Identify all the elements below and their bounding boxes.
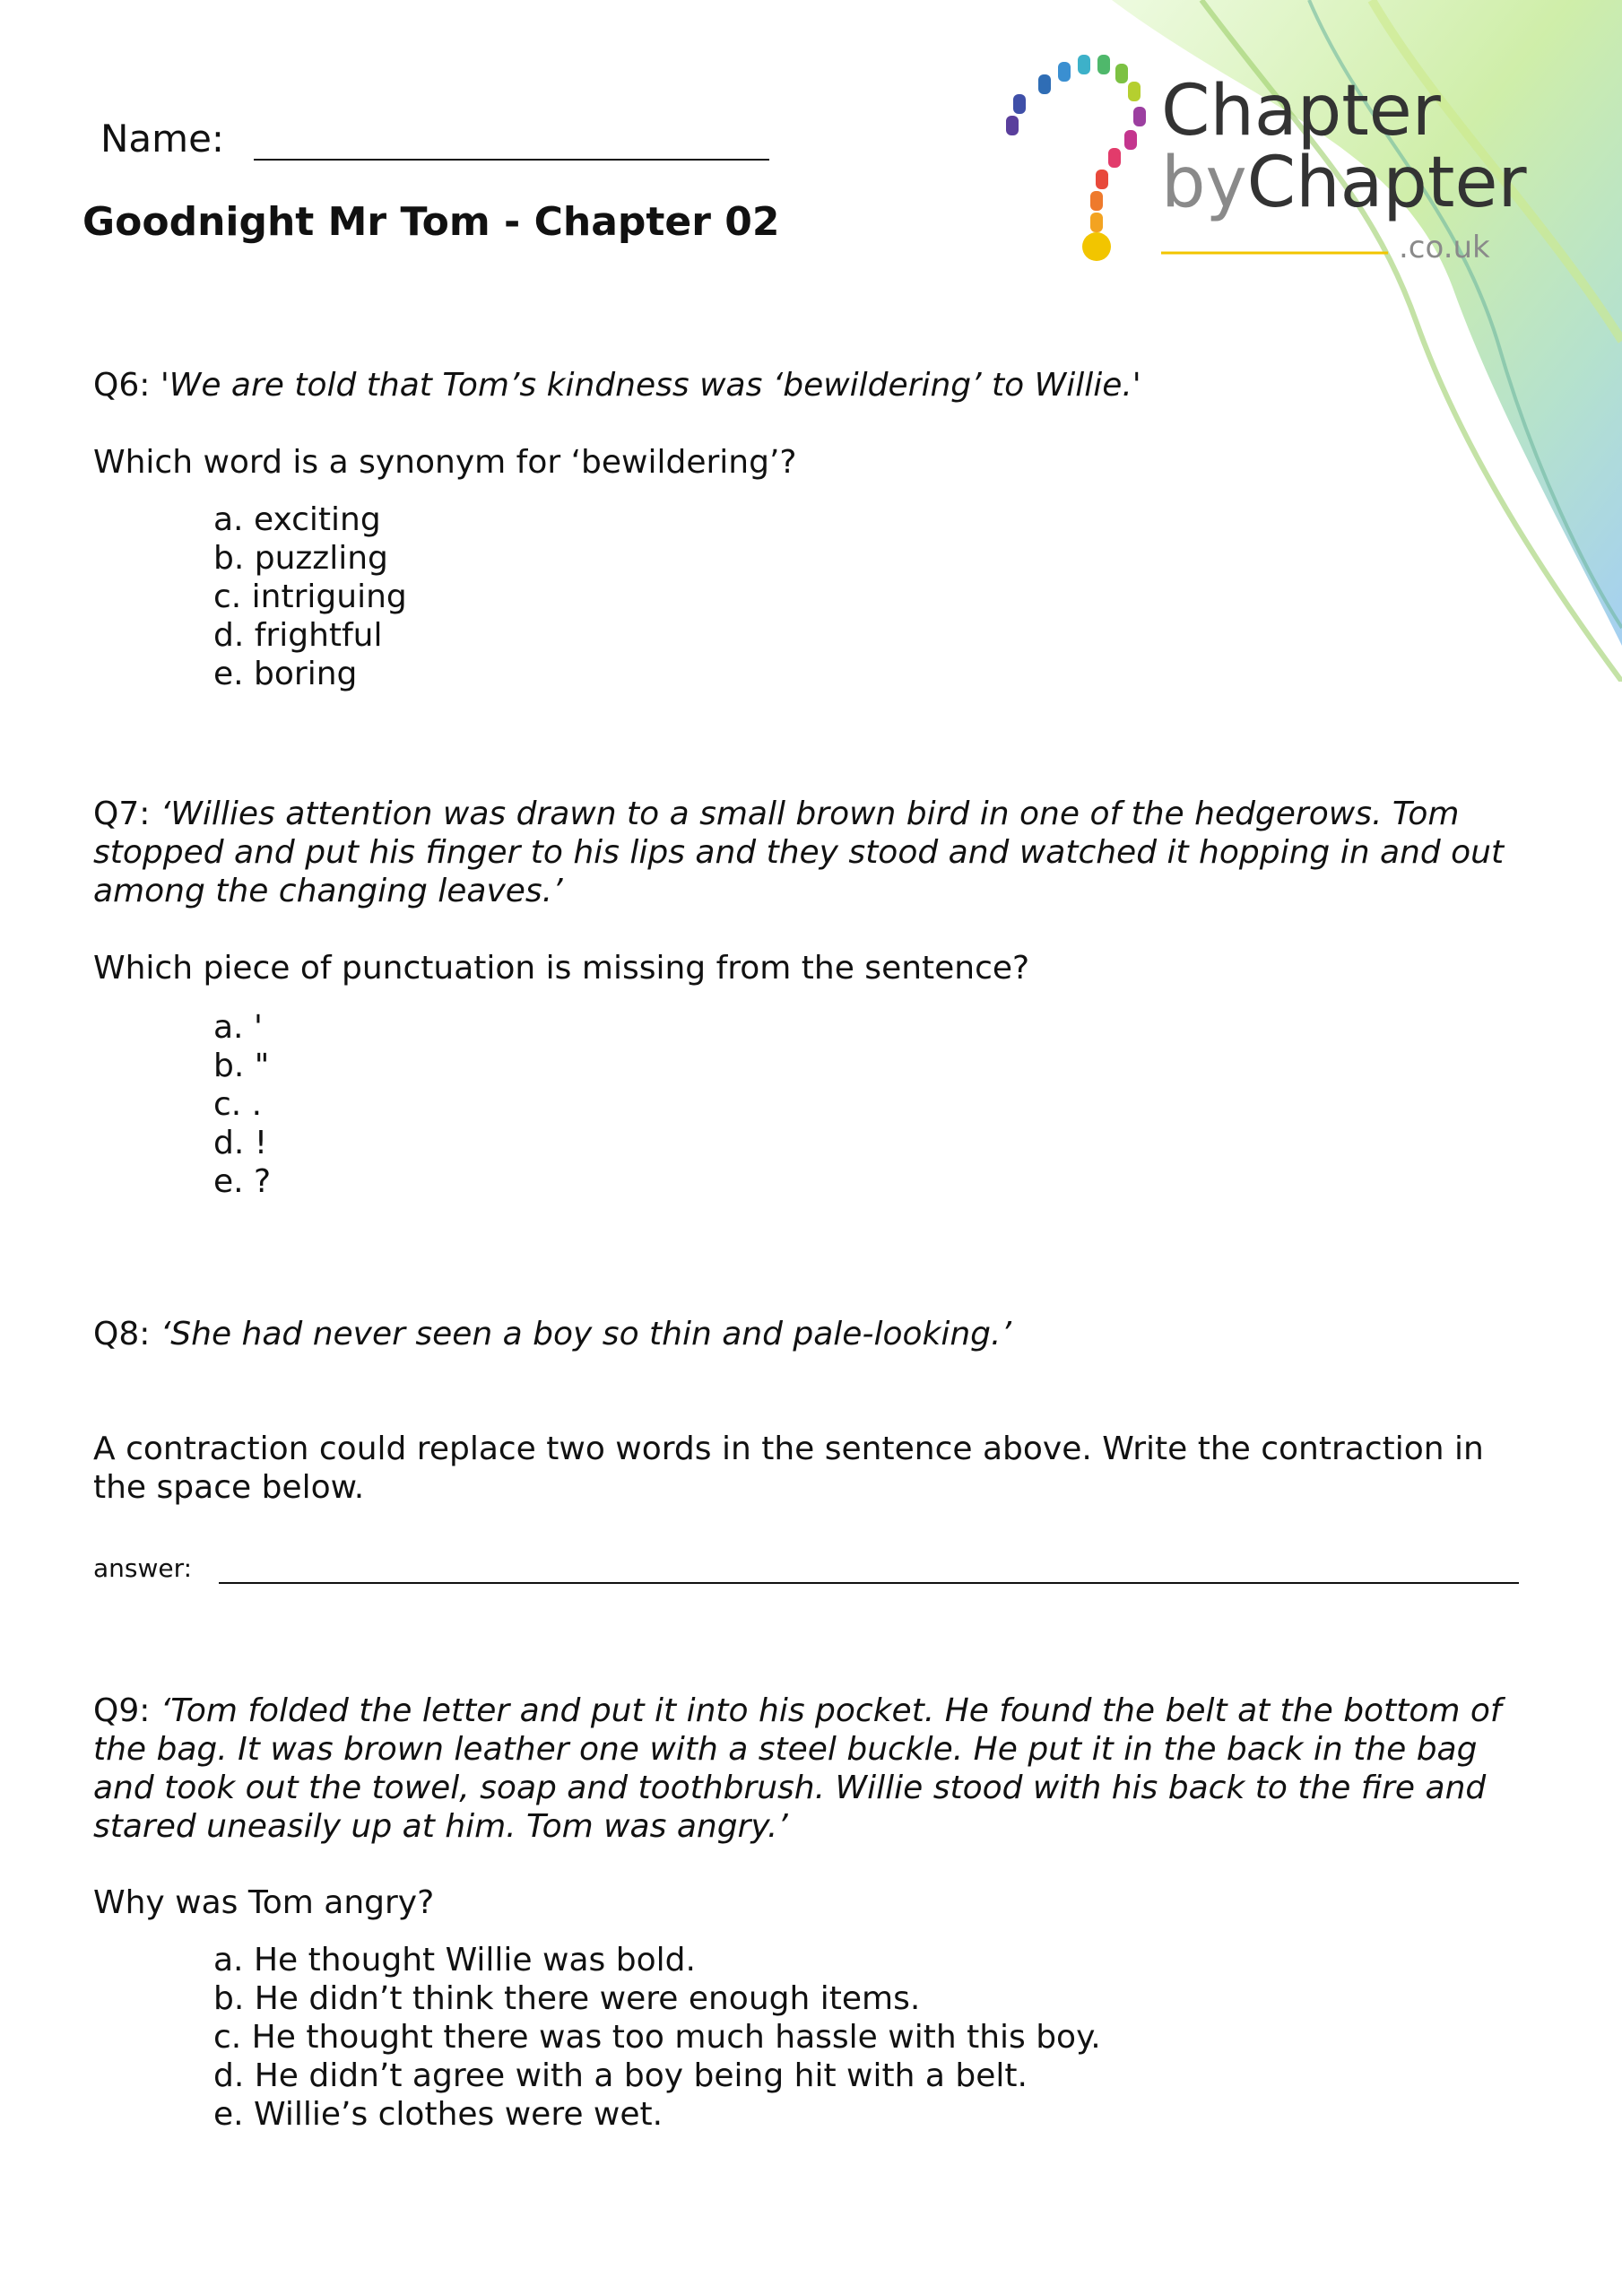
- q8-quote: ‘She had never seen a boy so thin and pale-looking.’: [160, 1316, 1011, 1352]
- q7-option-c[interactable]: c. .: [213, 1086, 263, 1123]
- q8-answer-label: answer:: [93, 1553, 193, 1583]
- q6-options: [213, 500, 407, 693]
- page-title: Goodnight Mr Tom - Chapter 02: [82, 199, 780, 245]
- q7-prompt: Which piece of punctuation is missing from the sentence?: [93, 950, 1030, 987]
- q7-option-a[interactable]: a. ': [213, 1009, 263, 1046]
- q9-option-d[interactable]: d. He didn’t agree with a boy being hit with a belt.: [213, 2057, 1028, 2094]
- logo-line2: byChapter: [1161, 143, 1527, 223]
- q6-option-b[interactable]: b. puzzling: [213, 540, 388, 577]
- q6-option-e[interactable]: e. boring: [213, 656, 358, 692]
- name-field-row: [100, 117, 769, 161]
- q7-option-b[interactable]: b. ": [213, 1048, 270, 1084]
- book-arc-icon: [1006, 55, 1146, 261]
- q7-option-d[interactable]: d. !: [213, 1125, 268, 1161]
- q9-quote-block: [93, 1692, 1537, 1846]
- q9-number: Q9:: [93, 1692, 151, 1729]
- q6-option-a[interactable]: a. exciting: [213, 501, 381, 538]
- q8-answer-line[interactable]: [219, 1582, 1519, 1584]
- q6-number: Q6:: [93, 367, 151, 404]
- q8-prompt: A contraction could replace two words in the sentence above. Write the contraction in the space below.: [93, 1431, 1484, 1506]
- q9-prompt: Why was Tom angry?: [93, 1884, 435, 1921]
- q7-quote-block: [93, 795, 1537, 910]
- q9-quote: ‘Tom folded the letter and put it into his pocket. He found the belt at the bottom of the bag. It was brown leather one with a steel buckle. He put it in the back in the bag and took out the towel, soap and toothbrush. Willie stood with his back to the fire and stared uneasily up at him. Tom was angry.’: [93, 1692, 1502, 1845]
- q9-option-c[interactable]: c. He thought there was too much hassle with this boy.: [213, 2019, 1101, 2056]
- name-label: Name:: [100, 117, 225, 161]
- q6-option-c[interactable]: c. intriguing: [213, 578, 407, 615]
- logo-domain: .co.uk: [1399, 230, 1490, 265]
- logo-line1: Chapter: [1161, 71, 1441, 152]
- q9-option-e[interactable]: e. Willie’s clothes were wet.: [213, 2096, 664, 2133]
- q9-option-b[interactable]: b. He didn’t think there were enough items.: [213, 1980, 921, 2017]
- chapterbychapter-logo: [959, 49, 1533, 318]
- q8-number: Q8:: [93, 1316, 151, 1352]
- q9-option-a[interactable]: a. He thought Willie was bold.: [213, 1942, 696, 1979]
- q7-quote: ‘Willies attention was drawn to a small brown bird in one of the hedgerows. Tom stopped and put his finger to his lips and they stood and watched it hopping in and out among the changing leaves.’: [93, 796, 1505, 909]
- q6-option-d[interactable]: d. frightful: [213, 617, 383, 654]
- q7-number: Q7:: [93, 796, 151, 832]
- q8-answer-row: [93, 1552, 1519, 1587]
- q6-quote-block: [93, 366, 1537, 404]
- q6-quote: 'We are told that Tom’s kindness was ‘bewildering’ to Willie.': [160, 367, 1141, 404]
- name-input-line[interactable]: [254, 121, 769, 161]
- q6-prompt: Which word is a synonym for ‘bewildering’?: [93, 444, 797, 481]
- q8-quote-block: [93, 1315, 1537, 1353]
- q7-option-e[interactable]: e. ?: [213, 1163, 272, 1200]
- q7-options: [213, 1008, 271, 1201]
- q9-options: [213, 1941, 1101, 2134]
